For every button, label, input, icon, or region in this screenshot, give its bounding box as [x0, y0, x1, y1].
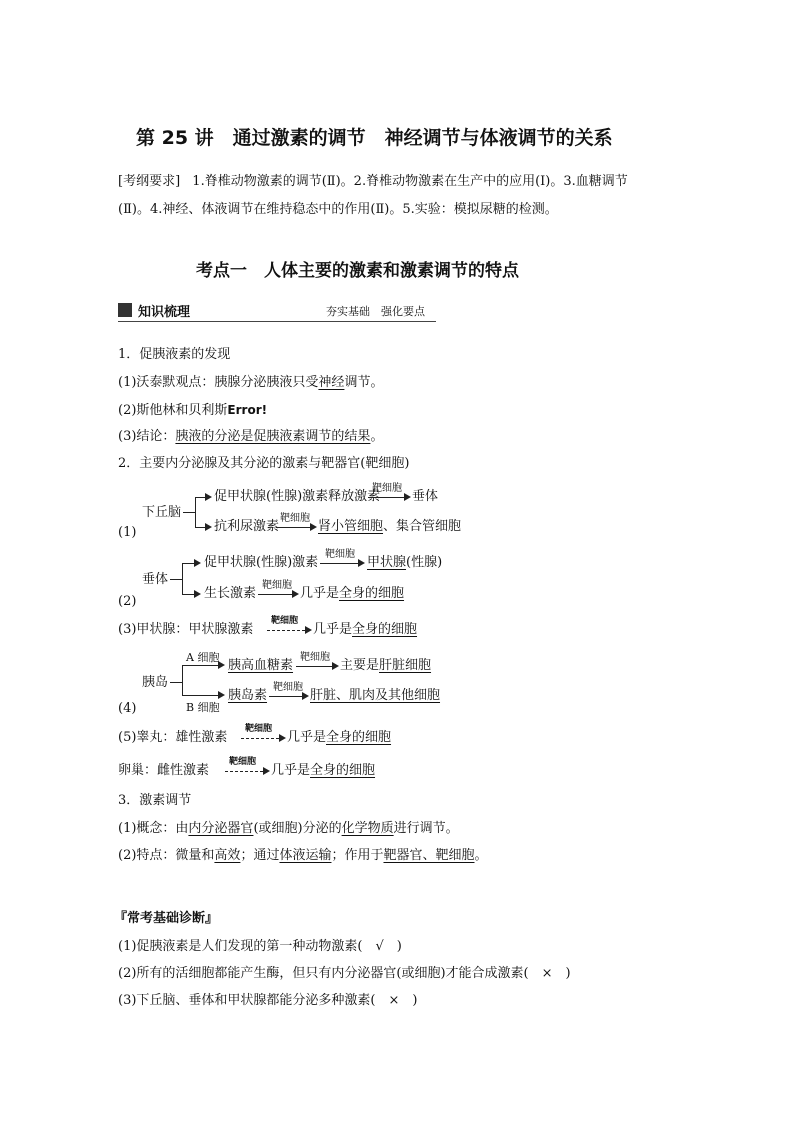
d2-bottom-target-arrow-head — [292, 590, 299, 598]
s1-l1-underlined: 神经 — [318, 375, 345, 390]
d4-bottom-target-arrow-head — [302, 692, 309, 700]
d2-stem — [170, 579, 182, 580]
d4-bottom-target-label: 靶细胞 — [273, 682, 303, 693]
d2-bottom-target — [300, 584, 404, 604]
d1-bottom-hormone: 抗利尿激素 — [214, 519, 280, 534]
d6-target-pre: 几乎是 — [271, 763, 311, 778]
d5-target — [287, 728, 391, 748]
d4-cell-b: B 细胞 — [186, 701, 220, 714]
d4-top-hormone — [228, 656, 293, 676]
d4-gland: 胰岛 — [142, 675, 169, 690]
d2-num: (2) — [118, 594, 137, 609]
s3-l2-b: ；通过 — [240, 848, 280, 863]
d2-bottom-target-u: 全身的细胞 — [339, 586, 405, 601]
s1-line-3 — [118, 427, 383, 447]
s1-line-2 — [118, 400, 267, 421]
s1-l2-pre: (2)斯他林和贝利斯 — [118, 403, 228, 418]
d1-bottom-target-arrow-head — [310, 523, 317, 531]
d2-gland: 垂体 — [142, 572, 169, 587]
d4-bottom-arrow — [182, 695, 218, 696]
d4-num: (4) — [118, 701, 137, 716]
d2-bottom-target-arrow — [258, 594, 292, 595]
d3-target-pre: 几乎是 — [313, 622, 353, 637]
page-title: 第 25 讲 通过激素的调节 神经调节与体液调节的关系 — [136, 127, 613, 149]
d1-num: (1) — [118, 525, 137, 540]
d6-arrow — [225, 771, 263, 772]
d1-bottom-arrow-head — [205, 523, 212, 531]
s1-l1-post: 调节。 — [344, 375, 384, 390]
section-label: 知识梳理 — [138, 305, 191, 320]
diagnosis-title: 『常考基础诊断』 — [114, 911, 219, 926]
s1-l3-pre: (3)结论： — [118, 429, 176, 444]
d2-bottom-hormone: 生长激素 — [204, 586, 257, 601]
d1-top-arrow — [195, 497, 205, 498]
d1-bottom-target — [318, 517, 461, 537]
s3-line-1 — [118, 819, 459, 839]
d2-branch — [182, 563, 183, 594]
syllabus-tag: [考纲要求] — [118, 174, 181, 189]
d2-top-target-label: 靶细胞 — [325, 549, 355, 560]
s3-l2-c: ；作用于 — [331, 848, 384, 863]
d4-cell-a: A 细胞 — [186, 651, 220, 664]
s3-l1-c: 进行调节。 — [393, 821, 459, 836]
s3-l2-u1: 高效 — [214, 848, 241, 863]
d4-top-arrow — [182, 665, 218, 666]
s1-l3-underlined: 胰液的分泌是促胰液素调节的结果 — [175, 429, 371, 444]
d4-top-arrow-head — [218, 661, 225, 669]
d3-arrow-head — [305, 626, 312, 634]
s3-line-2 — [118, 846, 488, 866]
s3-l2-u3: 靶器官、靶细胞 — [383, 848, 475, 863]
d5-pre: (5)睾丸：雄性激素 — [118, 730, 228, 745]
syllabus-line-1 — [118, 172, 628, 192]
s3-l1-u2: 化学物质 — [341, 821, 394, 836]
diagnosis-q2: (2)所有的活细胞都能产生酶，但只有内分泌器官(或细胞)才能合成激素( × ) — [118, 966, 571, 981]
d2-top-target-arrow — [320, 563, 358, 564]
syllabus-text-1: 1.脊椎动物激素的调节(Ⅱ)。2.脊椎动物激素在生产中的应用(Ⅰ)。3.血糖调节 — [192, 174, 628, 189]
s2-head: 2．主要内分泌腺及其分泌的激素与靶器官(靶细胞) — [118, 456, 410, 471]
d3-pre: (3)甲状腺：甲状腺激素 — [118, 622, 254, 637]
d1-bottom-target-label: 靶细胞 — [280, 513, 310, 524]
d3-arrow — [267, 630, 305, 631]
d4-top-hormone-u: 胰高血糖素 — [228, 658, 294, 673]
d5-target-pre: 几乎是 — [287, 730, 327, 745]
d5-target-label: 靶细胞 — [245, 724, 273, 734]
d1-bottom-target-post: 、集合管细胞 — [383, 519, 462, 534]
diagnosis-q3: (3)下丘脑、垂体和甲状腺都能分泌多种激素( × ) — [118, 993, 418, 1008]
d1-top-arrow-head — [205, 493, 212, 501]
d1-top-target: 垂体 — [412, 489, 439, 504]
d6-target-u: 全身的细胞 — [310, 763, 376, 778]
d5-target-u: 全身的细胞 — [326, 730, 392, 745]
section-bar — [118, 300, 436, 322]
diagnosis-q1: (1)促胰液素是人们发现的第一种动物激素( √ ) — [118, 939, 402, 954]
d6-pre: 卵巢：雌性激素 — [118, 763, 210, 778]
s1-line-1 — [118, 373, 383, 393]
s1-head: 1．促胰液素的发现 — [118, 347, 231, 362]
d1-branch — [195, 497, 196, 527]
d5-arrow-head — [279, 734, 286, 742]
d2-top-arrow — [182, 563, 194, 564]
d4-bottom-target-arrow — [269, 696, 302, 697]
syllabus-line-2: (Ⅱ)。4.神经、体液调节在维持稳态中的作用(Ⅱ)。5.实验：模拟尿糖的检测。 — [118, 202, 558, 217]
d1-top-target-label: 靶细胞 — [372, 483, 402, 494]
section-square-icon — [118, 303, 132, 317]
d1-bottom-target-u: 肾小管细胞 — [318, 519, 384, 534]
d1-bottom-arrow — [195, 527, 205, 528]
s1-l1-pre: (1)沃泰默观点：胰腺分泌胰液只受 — [118, 375, 319, 390]
d1-top-hormone: 促甲状腺(性腺)激素释放激素 — [214, 489, 381, 504]
s3-l1-a: (1)概念：由 — [118, 821, 189, 836]
d2-top-hormone: 促甲状腺(性腺)激素 — [204, 555, 319, 570]
d4-top-target-u: 肝脏细胞 — [379, 658, 432, 673]
d4-branch — [182, 665, 183, 695]
d2-top-target-arrow-head — [358, 559, 365, 567]
d6-target — [271, 761, 375, 781]
d1-top-target-arrow — [368, 497, 404, 498]
d6-arrow-head — [263, 767, 270, 775]
point-1-title: 考点一 人体主要的激素和激素调节的特点 — [196, 261, 519, 281]
d4-bottom-hormone-u: 胰岛素 — [228, 688, 268, 703]
d2-bottom-arrow-head — [194, 590, 201, 598]
s3-l1-u1: 内分泌器官 — [188, 821, 254, 836]
s3-head: 3．激素调节 — [118, 793, 192, 808]
d4-top-target-label: 靶细胞 — [300, 652, 330, 663]
d2-top-target-post: (性腺) — [406, 555, 443, 570]
d2-top-arrow-head — [194, 559, 201, 567]
d2-top-target — [367, 553, 442, 573]
section-right-label: 夯实基础 强化要点 — [326, 305, 425, 318]
d3-target-u: 全身的细胞 — [352, 622, 418, 637]
d4-stem — [170, 682, 182, 683]
d1-stem — [183, 512, 195, 513]
d3-target — [313, 620, 417, 640]
d1-bottom-target-arrow — [276, 527, 310, 528]
d2-bottom-target-label: 靶细胞 — [262, 580, 292, 591]
d1-top-target-arrow-head — [404, 493, 411, 501]
d5-arrow — [241, 738, 279, 739]
d4-bottom-hormone — [228, 686, 267, 706]
d4-top-target — [340, 656, 431, 676]
s1-l3-post: 。 — [370, 429, 384, 444]
s3-l2-a: (2)特点：微量和 — [118, 848, 215, 863]
s1-l2-error: Error! — [227, 403, 268, 417]
s3-l2-u2: 体液运输 — [279, 848, 332, 863]
d4-bottom-arrow-head — [218, 691, 225, 699]
d2-bottom-arrow — [182, 594, 194, 595]
s3-l1-b: (或细胞)分泌的 — [253, 821, 342, 836]
d3-target-label: 靶细胞 — [271, 616, 299, 626]
d4-top-target-pre: 主要是 — [340, 658, 380, 673]
d4-bottom-target-u: 肝脏、肌肉及其他细胞 — [310, 688, 441, 703]
d4-top-target-arrow — [296, 666, 332, 667]
d4-bottom-target — [310, 686, 440, 706]
d2-top-target-u: 甲状腺 — [367, 555, 407, 570]
d1-gland: 下丘脑 — [142, 505, 182, 520]
s3-l2-d: 。 — [474, 848, 488, 863]
d4-top-target-arrow-head — [332, 662, 339, 670]
d6-target-label: 靶细胞 — [229, 757, 257, 767]
d2-bottom-target-pre: 几乎是 — [300, 586, 340, 601]
